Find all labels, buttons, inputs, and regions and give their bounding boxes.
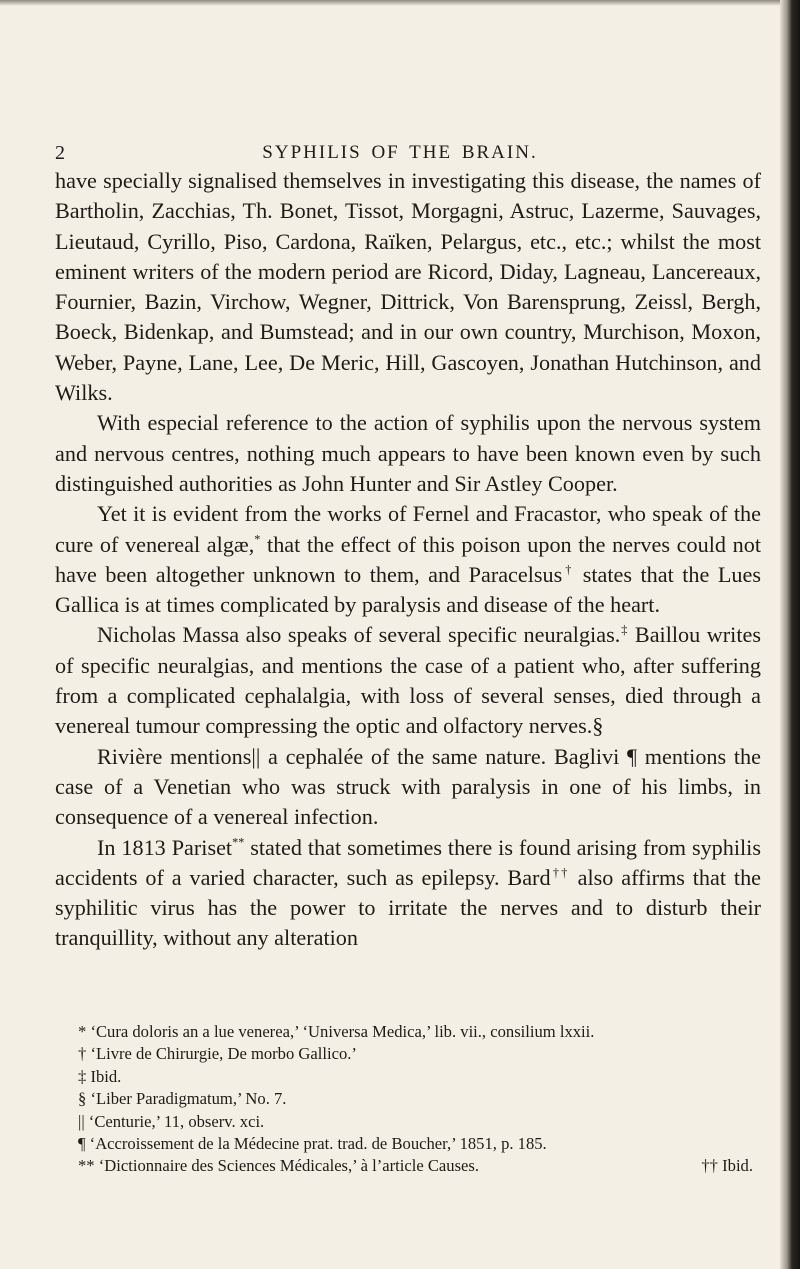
footnote-mark: * <box>254 532 261 547</box>
footnote-mark: ¶ <box>627 743 638 769</box>
paragraph-3: Yet it is evident from the works of Fernel and Fracastor, who speak of the cure of venereal algæ,* that the effect of this poison upon the nerves could not have been altogether unknown to them, and Paracelsus† states that the Lues Gallica is at times complicated by paralysis and disease of the heart. <box>55 501 761 618</box>
footnote-line <box>55 1155 761 1177</box>
footnote: ‡ Ibid. <box>78 1066 122 1086</box>
paragraph-5: Rivière mentions|| a cephalée of the same nature. Baglivi ¶ mentions the case of a Venetian who was struck with paralysis in one of his limbs, in consequence of a venereal infection. <box>55 743 761 830</box>
page-top-edge <box>0 0 800 6</box>
footnote: § ‘Liber Paradigmatum,’ No. 7. <box>78 1089 287 1109</box>
footnotes <box>55 1021 761 1178</box>
footnote-mark: || <box>251 743 261 769</box>
footnote-mark: ‡ <box>620 623 629 638</box>
footnote-mark: ** <box>232 835 245 850</box>
paragraph-4: Nicholas Massa also speaks of several specific neuralgias.‡ Baillou writes of specific neuralgias, and mentions the case of a patient who, after suffering from a complicated cephalalgia, with loss of several senses, died through a venereal tumour compressing the optic and olfactory nerves.§ <box>55 622 761 739</box>
paragraph-6: In 1813 Pariset** stated that sometimes there is found arising from syphilis accidents of a varied character, such as epilepsy. Bard†† also affirms that the syphilitic virus has the power to irritate the nerves and to disturb their tranquillity, without any alteration <box>55 834 762 951</box>
footnote-mark: †† <box>550 865 570 880</box>
footnote: * ‘Cura doloris an a lue venerea,’ ‘Universa Medica,’ lib. vii., consilium lxxii. <box>78 1022 595 1041</box>
paragraph-2: With especial reference to the action of syphilis upon the nervous system and nervous centres, nothing much appears to have been known even by such distinguished authorities as John Hunter and Sir Astley Cooper. <box>55 410 761 496</box>
footnote-mark: † <box>562 562 575 577</box>
footnote: ¶ ‘Accroissement de la Médecine prat. trad. de Boucher,’ 1851, p. 185. <box>78 1134 547 1154</box>
footnote: †† Ibid. <box>701 1156 753 1176</box>
footnote: || ‘Centurie,’ 11, observ. xci. <box>78 1111 265 1131</box>
running-title: SYPHILIS OF THE BRAIN. <box>262 142 538 163</box>
body-text <box>55 166 761 954</box>
footnote: ** ‘Dictionnaire des Sciences Médicales,’ à l’article Causes. <box>78 1156 480 1176</box>
footnote-mark: § <box>592 713 604 739</box>
page-number: 2 <box>55 142 66 164</box>
paragraph-1: have specially signalised themselves in investigating this disease, the names of Bartholin, Zacchias, Th. Bonet, Tissot, Morgagni, Astruc, Lazerme, Sauvages, Lieutaud, Cyrillo, Piso, Cardona, Raïken, Pelargus, etc., etc.; whilst the most eminent writers of the modern period are Ricord, Diday, Lagneau, Lancereaux, Fournier, Bazin, Virchow, Wegner, Dittrick, Von Barensprung, Zeissl, Bergh, Boeck, Bidenkap, and Bumstead; and in our own country, Murchison, Moxon, Weber, Payne, Lane, Lee, De Meric, Hill, Gascoyen, Jonathan Hutchinson, and Wilks. <box>55 168 761 406</box>
page-binding-edge <box>780 0 800 1269</box>
footnote: † ‘Livre de Chirurgie, De morbo Gallico.’ <box>78 1044 357 1064</box>
